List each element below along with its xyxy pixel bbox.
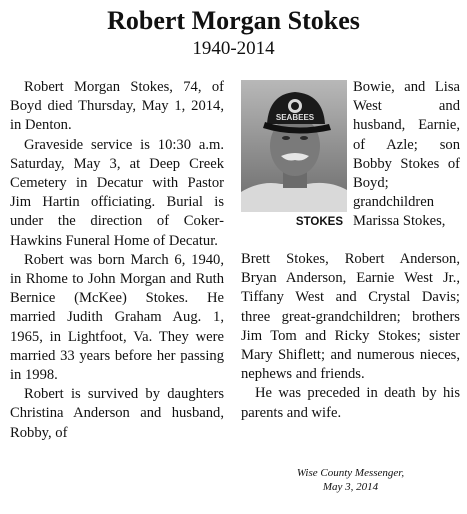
source-credit [241, 466, 460, 494]
publication-date: May 3, 2014 [322, 481, 379, 493]
cap-lettering: SEABEES [275, 113, 315, 122]
paragraph-death-notice: Robert Morgan Stokes, 74, of Boyd died Thursday, May 1, 2014, in Denton. [10, 79, 224, 134]
photo-caption: STOKES [295, 216, 343, 228]
paragraph-preceded: He was preceded in death by his parents and wife. [241, 385, 460, 421]
portrait-illustration [241, 80, 347, 212]
right-narrow-column [353, 78, 460, 232]
paragraph-survivors-end: Brett Stokes, Robert Anderson, Bryan Anderson, Earnie West Jr., Tiffany West and Crystal Davis; three great-grandchildren; brothers Jim Tom and Ricky Stokes; sister Mary Shiflett; and numerous nieces, nephews and friends. [241, 251, 460, 383]
paragraph-survivors-start: Robert is survived by daughters Christina Anderson and husband, Robby, of [10, 386, 224, 441]
obituary-title: Robert Morgan Stokes [107, 6, 360, 35]
right-wide-column [241, 250, 460, 423]
portrait-photo [241, 80, 347, 212]
paragraph-biography: Robert was born March 6, 1940, in Rhome to John Morgan and Ruth Bernice (McKee) Stokes. He married Judith Graham Aug. 1, 1965, in Lightfoot, Va. They were married 33 years before her passing in 1998. [10, 251, 224, 384]
life-years: 1940-2014 [192, 38, 275, 59]
left-column [10, 78, 224, 443]
publication-name: Wise County Messenger, [296, 467, 405, 479]
paragraph-survivors-cont: Bowie, and Lisa West and husband, Earnie, of Azle; son Bobby Stokes of Boyd; grandchildren Marissa Stokes, [353, 79, 460, 230]
paragraph-service: Graveside service is 10:30 a.m. Saturday, May 3, at Deep Creek Cemetery in Decatur with Pastor Jim Hartin officiating. Burial is under the direction of Coker-Hawkins Funeral Home of Decatur. [10, 136, 224, 249]
